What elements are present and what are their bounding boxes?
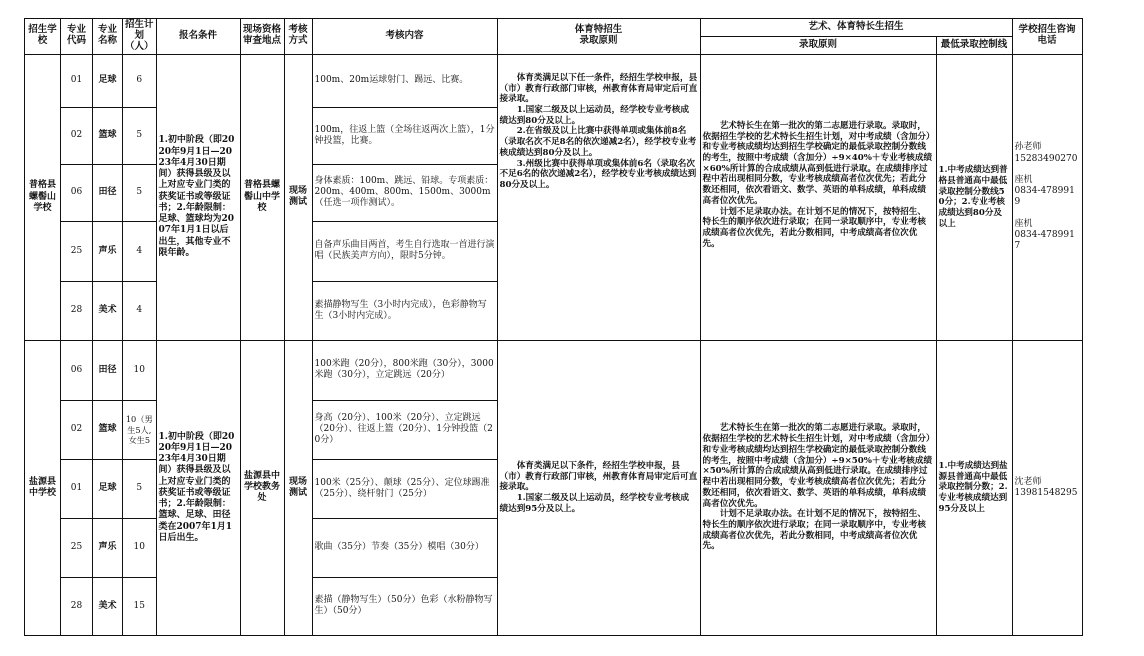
major-code: 06 (61, 164, 93, 221)
major-name: 田径 (93, 340, 123, 400)
major-content: 100m，往返上篮（全场往返两次上篮），1分钟投篮，比赛。 (312, 107, 497, 164)
header-sports (497, 19, 700, 55)
major-code: 06 (61, 340, 93, 400)
major-plan: 10 (123, 518, 157, 577)
major-plan: 5 (123, 459, 157, 518)
school-venue: 普格县螺髻山中学校 (240, 54, 284, 340)
phone-label: 座机 (1014, 174, 1033, 185)
header-art-sub: 录取原则 (700, 36, 936, 54)
art-rule: 计划不足录取办法。在计划不足的情况下，按特招生、特长生的顺序依次进行录取；在同一录取顺序中，专业考核成绩高者位次优先，若此分数相同，中考成绩高者位次优先。 (702, 509, 926, 552)
major-plan: 10（男生5人,女生5 (123, 400, 157, 459)
major-code: 01 (61, 54, 93, 107)
major-plan: 15 (123, 577, 157, 635)
major-name: 篮球 (93, 107, 123, 164)
major-content: 100米跑（20分），800米跑（30分），3000米跑（30分），立定跳远（20分） (312, 340, 497, 400)
major-content: 身体素质：100m、跳远、铅球。专项素质：200m、400m、800m、1500m、3000m（任选一项作测试）。 (312, 164, 497, 221)
header-method: 考核方式 (284, 19, 312, 55)
school-phone (1012, 54, 1082, 340)
sports-rule-intro: 体育类满足以下任一条件，经招生学校申报，县（市）教育行政部门审核，州教育体育局审定后可直接录取。 (499, 72, 698, 105)
school-name: 盐源县中学校 (25, 340, 61, 635)
sports-rules (497, 340, 700, 635)
major-code: 28 (61, 281, 93, 340)
phone-contact: 孙老师 (1014, 142, 1042, 153)
header-art: 艺术、体育特长生招生 (700, 19, 1012, 37)
sports-rules (497, 54, 700, 340)
school-name: 普格县螺髻山学校 (25, 54, 61, 340)
major-name: 田径 (93, 164, 123, 221)
school-venue: 盐源县中学校教务处 (240, 340, 284, 635)
school-method: 现场测试 (284, 54, 312, 340)
major-content: 自备声乐曲目两首，考生自行选取一首进行演唱（民族美声方向），限时5分钟。 (312, 221, 497, 281)
major-content: 素描（静物写生）（50分）色彩（水粉静物写生）（50分） (312, 577, 497, 635)
header-code: 专业代码 (61, 19, 93, 55)
major-plan: 10 (123, 340, 157, 400)
major-code: 28 (61, 577, 93, 635)
sports-rule-intro: 体育类满足以下条件，经招生学校申报，县（市）教育行政部门审核，州教育体育局审定后可直接录取。 (499, 460, 698, 493)
sports-rule-item: 3.州级比赛中获得单项或集体前6名（录取名次不足6名的依次递减2名），经学校专业考核成绩达到80分及以上。 (499, 158, 697, 191)
major-content: 100米（25分）、颠球（25分）、定位球踢准（25分）、绕杆射门（25分） (312, 459, 497, 518)
school-conditions: 1.初中阶段（即2020年9月1日—2023年4月30日期间）获得县级及以上对应专业门类的获奖证书或等级证书；2.年龄限制：篮球、足球、田径类在2007年1月1日后出生。 (156, 340, 240, 635)
major-content: 歌曲（35分）节奏（35分）模唱（30分） (312, 518, 497, 577)
major-plan: 6 (123, 54, 157, 107)
phone-number: 15283490270 (1014, 153, 1078, 164)
major-name: 篮球 (93, 400, 123, 459)
major-name: 声乐 (93, 221, 123, 281)
major-code: 01 (61, 459, 93, 518)
header-venue: 现场资格审查地点 (240, 19, 284, 55)
sports-rule-item: 1.国家二级及以上运动员，经学校专业考核成绩达到95分及以上。 (499, 493, 689, 514)
major-code: 25 (61, 221, 93, 281)
art-rule: 艺术特长生在第一批次的第二志愿进行录取。录取时，依据招生学校的艺术特长生招生计划，对中考成绩（含加分）和专业考核成绩均达到招生学校确定的最低录取控制分数线的考生，按照中考成绩（含加分）÷9×40%＋专业考核成绩×60%所计算的合成成绩从高到低进行录取。在成绩排序过程中若出现相同分数，专业考核成绩高者位次优先；若此分数还相同，依次看语文、数学、英语的单科成绩，单科成绩高者位次优先。 (702, 120, 933, 206)
art-rule: 计划不足录取办法。在计划不足的情况下，按特招生、特长生的顺序依次进行录取；在同一录取顺序中，专业考核成绩高者位次优先，若此分数相同，中考成绩高者位次优先。 (702, 206, 926, 249)
major-plan: 5 (123, 164, 157, 221)
art-rules (700, 340, 936, 635)
sports-rule-item: 1.国家二级及以上运动员，经学校专业考核成绩达到80分及以上。 (499, 104, 689, 126)
header-school: 招生学校 (25, 19, 61, 55)
phone-number: 0834-4789917 (1014, 229, 1075, 252)
sports-rule-item: 2.在省级及以上比赛中获得单项或集体前8名（录取名次不足8名的依次递减2名），经学校专业考核成绩达到80分及以上。 (499, 126, 697, 158)
major-code: 02 (61, 107, 93, 164)
school-method: 现场测试 (284, 340, 312, 635)
art-rule: 艺术特长生在第一批次的第二志愿进行录取。录取时，依据招生学校的艺术特长生招生计划，对中考成绩（含加分）和专业考核成绩均达到招生学校确定的最低录取控制分数线的考生，按照中考成绩（含加分）÷9×50%＋专业考核成绩×50%所计算的合成成绩从高到低进行录取。在成绩排序过程中若出现相同分数，专业考核成绩高者位次优先；若此分数还相同，依次看语文、数学、英语的单科成绩，单科成绩高者位次优先。 (702, 423, 933, 509)
major-plan: 4 (123, 221, 157, 281)
phone-number: 0834-4789919 (1014, 186, 1075, 208)
header-art-min: 最低录取控制线 (936, 36, 1012, 54)
header-major: 专业名称 (93, 19, 123, 55)
header-plan: 招生计划（人） (123, 19, 157, 55)
phone-number: 13981548295 (1014, 487, 1078, 498)
admissions-table (24, 18, 1083, 636)
major-code: 25 (61, 518, 93, 577)
major-name: 美术 (93, 577, 123, 635)
header-sports-title: 体育特招生 (574, 24, 623, 36)
school-conditions: 1.初中阶段（即2020年9月1日—2023年4月30日期间）获得县级及以上对应专业门类的获奖证书或等级证书；2.年龄限制：足球、篮球均为2007年1月1日以后出生，其他专业不限年龄。 (156, 54, 240, 340)
major-content: 素描静物写生（3小时内完成），色彩静物写生（3小时内完成）。 (312, 281, 497, 340)
major-plan: 4 (123, 281, 157, 340)
art-min-line: 1.中考成绩达到盐源县普通高中最低录取控制分数；2.专业考核成绩达到95分及以上 (936, 340, 1012, 635)
header-sports-sub: 录取原则 (579, 35, 618, 47)
major-content: 100m、20m运球射门、踢远、比赛。 (312, 54, 497, 107)
major-name: 足球 (93, 54, 123, 107)
header-phone: 学校招生咨询电话 (1012, 19, 1082, 55)
major-name: 足球 (93, 459, 123, 518)
art-rules (700, 54, 936, 340)
header-content: 考核内容 (312, 19, 497, 55)
phone-contact: 沈老师 (1014, 476, 1042, 487)
art-min-line: 1.中考成绩达到普格县普通高中最低录取控制分数线50分；2.专业考核成绩达到80分及以上 (936, 54, 1012, 340)
major-plan: 5 (123, 107, 157, 164)
school-phone (1012, 340, 1082, 635)
major-content: 身高（20分）、100米（20分）、立定跳远（20分）、往返上篮（20分）、1分钟投篮（20分） (312, 400, 497, 459)
header-conditions: 报名条件 (156, 19, 240, 55)
major-code: 02 (61, 400, 93, 459)
major-name: 声乐 (93, 518, 123, 577)
phone-label: 座机 (1014, 218, 1033, 229)
admissions-table-sheet (24, 18, 1083, 636)
major-name: 美术 (93, 281, 123, 340)
